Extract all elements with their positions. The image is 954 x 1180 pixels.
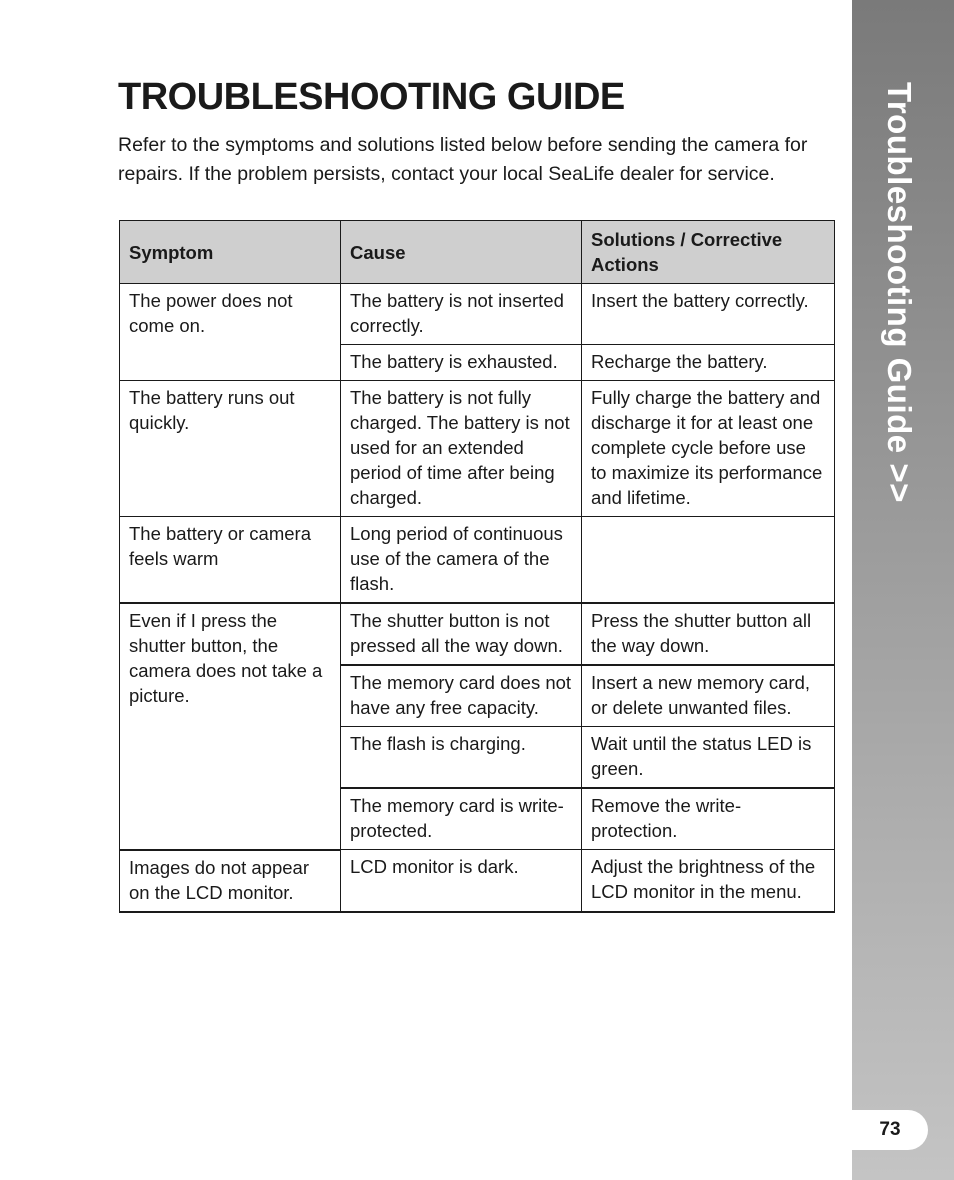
cause-cell: The memory card is write-protected. bbox=[341, 788, 582, 850]
solution-cell: Recharge the battery. bbox=[582, 345, 835, 381]
page-number: 73 bbox=[852, 1110, 928, 1150]
symptom-cell: Even if I press the shutter button, the camera does not take a picture. bbox=[120, 603, 341, 850]
solution-cell bbox=[582, 517, 835, 604]
sidebar-section-title: Troubleshooting Guide >> bbox=[881, 82, 918, 503]
cause-cell: The battery is not fully charged. The battery is not used for an extended period of time after being charged. bbox=[341, 381, 582, 517]
solution-cell: Adjust the brightness of the LCD monitor in the menu. bbox=[582, 850, 835, 912]
solution-cell: Remove the write-protection. bbox=[582, 788, 835, 850]
symptom-cell: Images do not appear on the LCD monitor. bbox=[120, 850, 341, 912]
solution-cell: Wait until the status LED is green. bbox=[582, 727, 835, 789]
cause-cell: The shutter button is not pressed all the way down. bbox=[341, 603, 582, 665]
table-row bbox=[120, 850, 835, 912]
table-row bbox=[120, 381, 835, 517]
header-cause: Cause bbox=[341, 221, 582, 284]
cause-cell: Long period of continuous use of the camera of the flash. bbox=[341, 517, 582, 604]
table-header-row bbox=[120, 221, 835, 284]
intro-paragraph: Refer to the symptoms and solutions listed below before sending the camera for repairs. If the problem persists, contact your local SeaLife dealer for service. bbox=[118, 134, 808, 185]
cause-cell: The battery is not inserted correctly. bbox=[341, 284, 582, 345]
page-title: TROUBLESHOOTING GUIDE bbox=[118, 76, 625, 118]
troubleshooting-table bbox=[119, 220, 835, 913]
cause-cell: The battery is exhausted. bbox=[341, 345, 582, 381]
table-row bbox=[120, 517, 835, 604]
solution-cell: Press the shutter button all the way down. bbox=[582, 603, 835, 665]
header-solution: Solutions / Corrective Actions bbox=[582, 221, 835, 284]
symptom-cell: The power does not come on. bbox=[120, 284, 341, 381]
cause-cell: The memory card does not have any free capacity. bbox=[341, 665, 582, 727]
solution-cell: Insert a new memory card, or delete unwanted files. bbox=[582, 665, 835, 727]
symptom-cell: The battery or camera feels warm bbox=[120, 517, 341, 604]
table-row bbox=[120, 284, 835, 345]
table-row bbox=[120, 603, 835, 665]
solution-cell: Insert the battery correctly. bbox=[582, 284, 835, 345]
symptom-cell: The battery runs out quickly. bbox=[120, 381, 341, 517]
cause-cell: LCD monitor is dark. bbox=[341, 850, 582, 912]
header-symptom: Symptom bbox=[120, 221, 341, 284]
solution-cell: Fully charge the battery and discharge it for at least one complete cycle before use to maximize its performance and lifetime. bbox=[582, 381, 835, 517]
cause-cell: The flash is charging. bbox=[341, 727, 582, 789]
